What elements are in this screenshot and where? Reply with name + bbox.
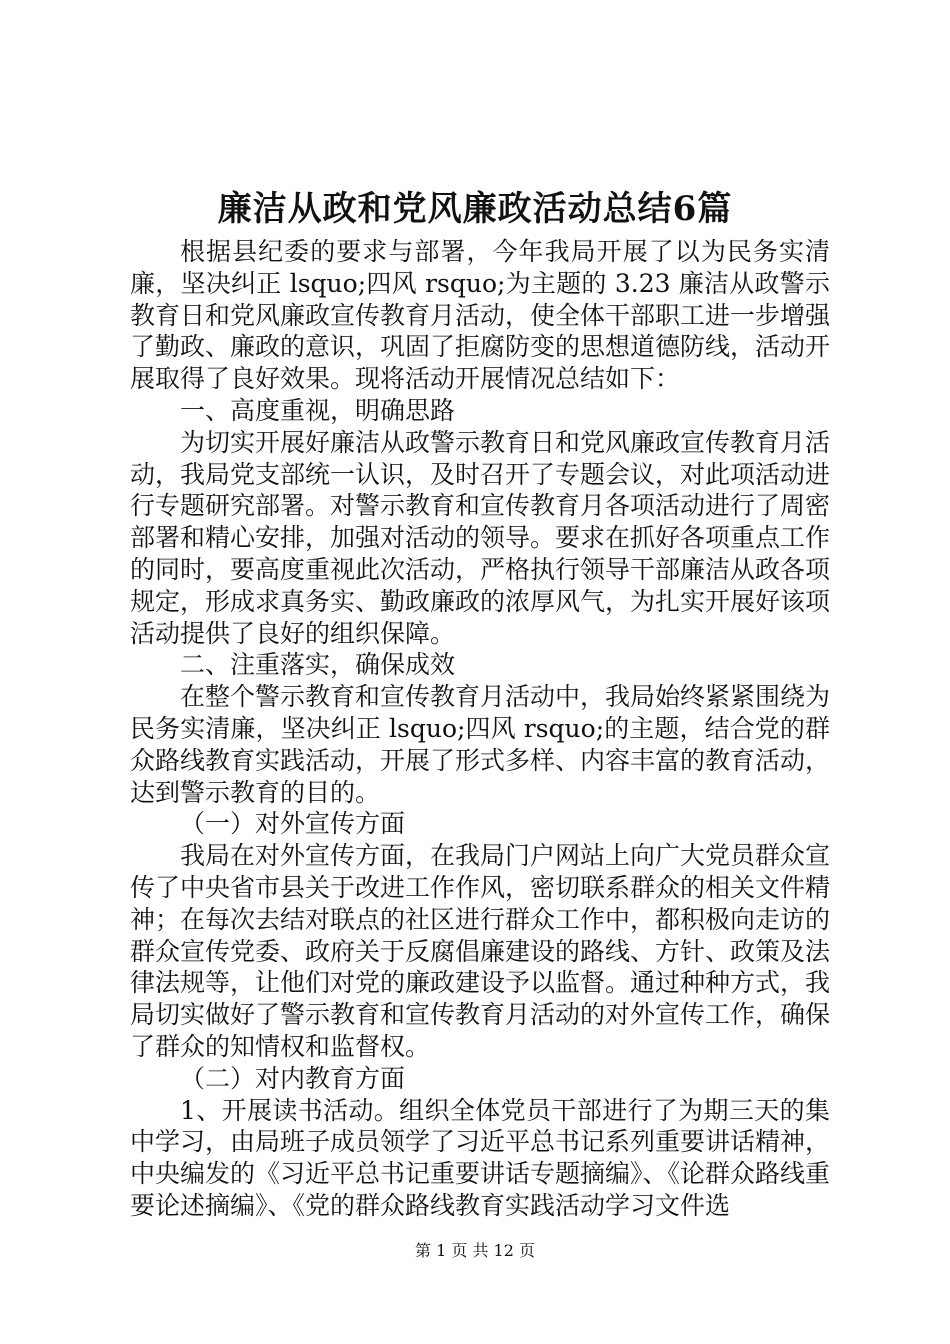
subsection-heading-1: （一）对外宣传方面 [180,809,406,839]
page-number-footer: 第 1 页 共 12 页 [415,1241,535,1260]
document-body [130,236,830,1222]
paragraph-subsection-2: 1、开展读书活动。组织全体党员干部进行了为期三天的集中学习，由局班子成员领学了习近平总书记系列重要讲话精神，中央编发的《习近平总书记重要讲话专题摘编》、《论群众路线重要论述摘编》、《党的群众路线教育实践活动学习文件选 [130,1095,831,1220]
paragraph-subsection-1: 我局在对外宣传方面，在我局门户网站上向广大党员群众宣传了中央省市县关于改进工作作风，密切联系群众的相关文件精神；在每次去结对联点的社区进行群众工作中，都积极向走访的群众宣传党委、政府关于反腐倡廉建设的路线、方针、政策及法律法规等，让他们对党的廉政建设予以监督。通过种种方式，我局切实做好了警示教育和宣传教育月活动的对外宣传工作，确保了群众的知情权和监督权。 [130,841,831,1061]
document-title: 廉洁从政和党风廉政活动总结6篇 [217,189,733,229]
section-heading-1: 一、高度重视，明确思路 [180,395,456,425]
paragraph-section-2: 在整个警示教育和宣传教育月活动中，我局始终紧紧围绕为民务实清廉，坚决纠正 lsquo;四风 rsquo;的主题，结合党的群众路线教育实践活动，开展了形式多样、内容丰富的教育活动，达到警示教育的目的。 [130,682,831,807]
subsection-heading-2: （二）对内教育方面 [180,1063,406,1093]
paragraph-section-1: 为切实开展好廉洁从政警示教育日和党风廉政宣传教育月活动，我局党支部统一认识，及时召开了专题会议，对此项活动进行专题研究部署。对警示教育和宣传教育月各项活动进行了周密部署和精心安排，加强对活动的领导。要求在抓好各项重点工作的同时，要高度重视此次活动，严格执行领导干部廉洁从政各项规定，形成求真务实、勤政廉政的浓厚风气，为扎实开展好该项活动提供了良好的组织保障。 [130,427,831,648]
section-heading-2: 二、注重落实，确保成效 [180,650,456,680]
paragraph-intro: 根据县纪委的要求与部署，今年我局开展了以为民务实清廉，坚决纠正 lsquo;四风 rsquo;为主题的 3.23 廉洁从政警示教育日和党风廉政宣传教育月活动，使全体干部职工进一步增强了勤政、廉政的意识，巩固了拒腐防变的思想道德防线，活动开展取得了良好效果。现将活动开展情况总结如下： [130,237,831,394]
